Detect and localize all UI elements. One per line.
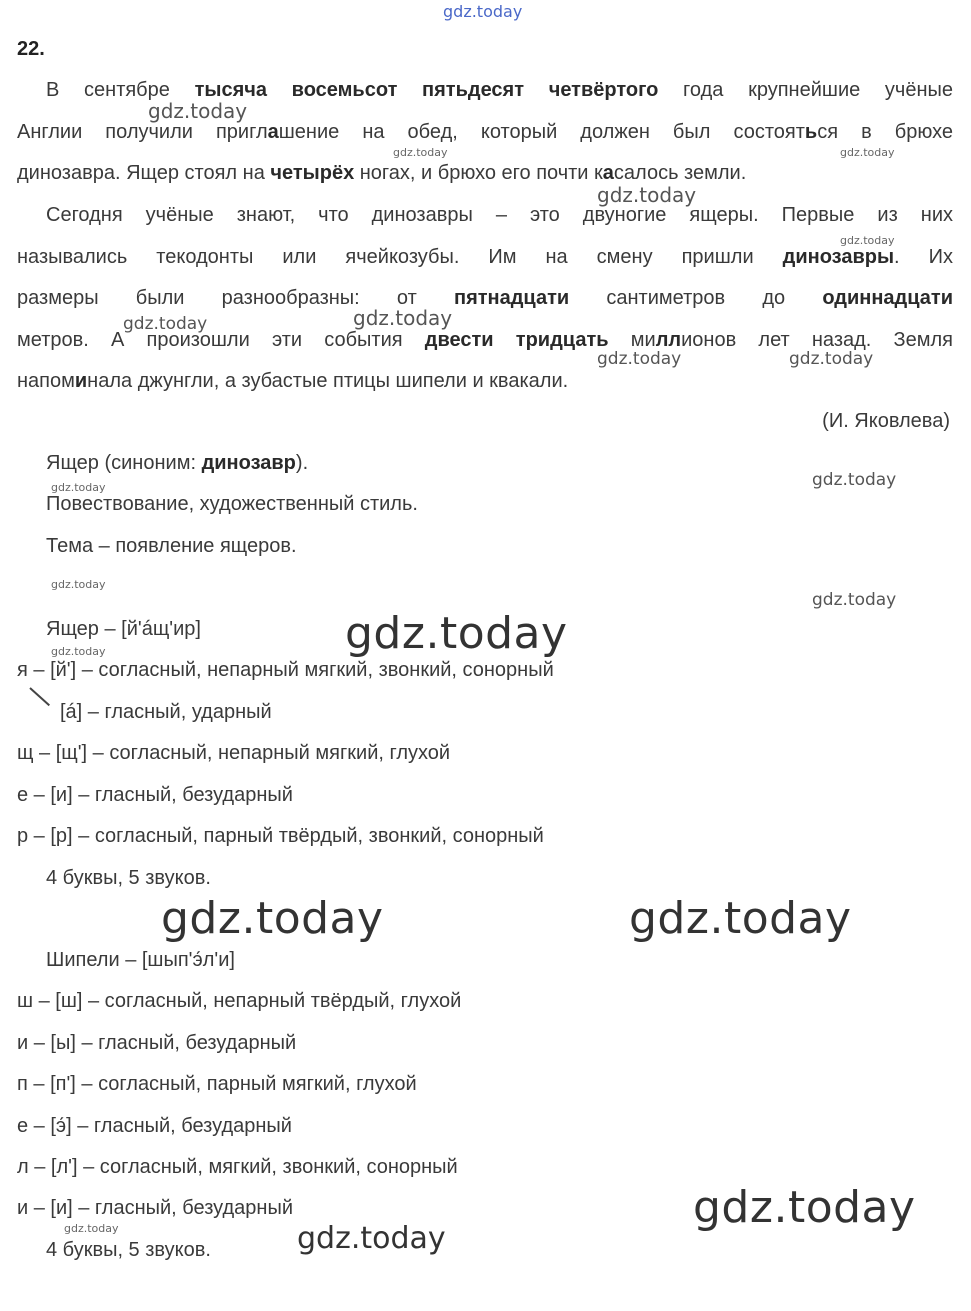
- phonetic-word-2: Шипели – [шып'э́л'и]: [46, 949, 235, 971]
- text-paragraph-2: [17, 195, 953, 403]
- watermark: gdz.today: [64, 1222, 119, 1235]
- text-line: Сегодня учёные знают, что динозавры – это двуногие ящеры. Первые из них: [46, 204, 953, 226]
- style-answer: Повествование, художественный стиль.: [46, 493, 418, 515]
- text-line: В сентябре тысяча восемьсот пятьдесят четвёртого года крупнейшие учёные: [46, 79, 954, 101]
- watermark: gdz.today: [840, 146, 895, 159]
- watermark: gdz.today: [812, 470, 897, 490]
- phonetic-row: р – [р] – согласный, парный твёрдый, звонкий, сонорный: [17, 825, 544, 847]
- phonetic-word-1: Ящер – [й'áщ'ир]: [46, 618, 201, 640]
- text-line: динозавра. Ящер стоял на четырёх ногах, и брюхо его почти касалось земли.: [17, 162, 747, 184]
- watermark: gdz.today: [345, 608, 568, 659]
- watermark: gdz.today: [789, 349, 874, 369]
- watermark: gdz.today: [629, 893, 852, 944]
- watermark: gdz.today: [597, 183, 697, 207]
- phonetic-summary-2: 4 буквы, 5 звуков.: [46, 1239, 211, 1261]
- phonetic-summary-1: 4 буквы, 5 звуков.: [46, 867, 211, 889]
- text-line: размеры были разнообразны: от пятнадцати сантиметров до одиннадцати: [17, 287, 953, 309]
- exercise-number: 22.: [17, 38, 45, 60]
- watermark: gdz.today: [597, 349, 682, 369]
- watermark: gdz.today: [161, 893, 384, 944]
- text-line: метров. А произошли эти события двести тридцать миллионов лет назад. Земля: [17, 328, 954, 351]
- phonetic-row: п – [п'] – согласный, парный мягкий, глухой: [17, 1073, 417, 1095]
- phonetic-row: и – [и] – гласный, безударный: [17, 1197, 293, 1219]
- text-line: напоминала джунгли, а зубастые птицы шипели и квакали.: [17, 370, 569, 392]
- author-attribution: (И. Яковлева): [822, 410, 950, 432]
- text-paragraph-1: [17, 70, 953, 195]
- phonetic-row: ш – [ш] – согласный, непарный твёрдый, глухой: [17, 990, 462, 1012]
- synonym-answer: Ящер (синоним: динозавр).: [46, 452, 309, 474]
- watermark: gdz.today: [840, 234, 895, 247]
- top-watermark: gdz.today: [443, 2, 523, 21]
- watermark: gdz.today: [353, 306, 453, 330]
- watermark: gdz.today: [51, 481, 106, 494]
- pointer-line: [29, 687, 50, 706]
- watermark: gdz.today: [812, 590, 897, 610]
- watermark: gdz.today: [51, 645, 106, 658]
- watermark: gdz.today: [693, 1182, 916, 1233]
- watermark: gdz.today: [393, 146, 448, 159]
- watermark: gdz.today: [51, 578, 106, 591]
- text-line: Англии получили приглашение на обед, который должен был состояться в брюхе: [17, 120, 954, 143]
- theme-answer: Тема – появление ящеров.: [46, 535, 297, 557]
- phonetic-row: е – [э́] – гласный, безударный: [17, 1115, 292, 1137]
- watermark: gdz.today: [123, 314, 208, 334]
- phonetic-row: л – [л'] – согласный, мягкий, звонкий, сонорный: [17, 1156, 458, 1178]
- phonetic-row: я – [й'] – согласный, непарный мягкий, звонкий, сонорный: [17, 659, 554, 681]
- text-line: назывались текодонты или ячейкозубы. Им на смену пришли динозавры. Их: [17, 245, 953, 268]
- watermark: gdz.today: [148, 99, 248, 123]
- watermark: gdz.today: [297, 1221, 446, 1256]
- phonetic-row: и – [ы] – гласный, безударный: [17, 1032, 297, 1054]
- phonetic-row: е – [и] – гласный, безударный: [17, 784, 293, 806]
- phonetic-row: щ – [щ'] – согласный, непарный мягкий, глухой: [17, 742, 451, 764]
- phonetic-row: [á] – гласный, ударный: [60, 701, 272, 723]
